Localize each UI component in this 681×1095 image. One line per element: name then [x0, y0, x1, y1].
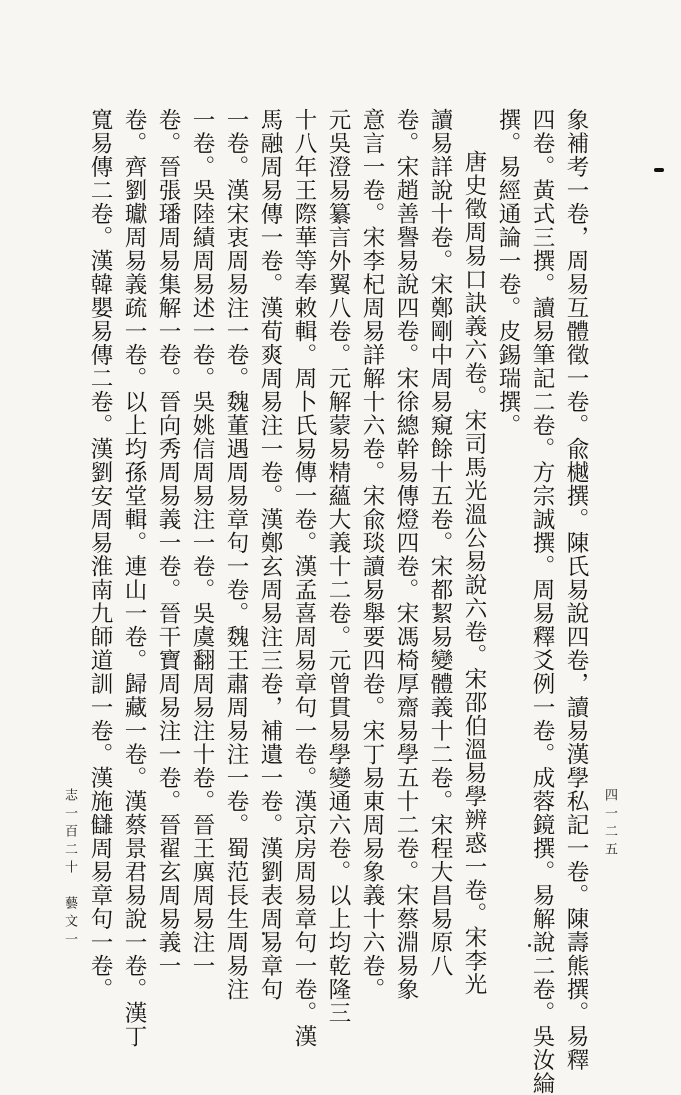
text-column-1: 象補考一卷，周易互體徵一卷。兪樾撰。陳氏易說四卷，讀易漢學私記一卷。陳壽熊撰。易釋	[563, 108, 589, 1072]
text-column-5: 讀易詳說十卷。宋鄭剛中周易窺餘十五卷。宋都絜易變體義十二卷。宋程大昌易原八	[427, 108, 453, 978]
text-column-6: 卷。宋趙善譽易說四卷。宋徐總幹易傳燈四卷。宋馮椅厚齋易學五十二卷。宋蔡淵易象	[393, 108, 419, 1001]
text-column-3: 撰。易經通論一卷。皮錫瑞撰。	[495, 108, 521, 437]
text-column-15: 寬易傳二卷。漢韓嬰易傳二卷。漢劉安周易淮南九師道訓一卷。漢施讎周易章句一卷。	[87, 108, 113, 1001]
text-column-8: 元吳澄易纂言外翼八卷。元解蒙易精蘊大義十二卷。元曾貫易學變通六卷。以上均乾隆三	[325, 108, 351, 1025]
text-column-2: 四卷。黃式三撰。讀易筆記二卷。方宗誠撰。周易釋爻例一卷。成蓉鏡撰。易解說二卷。吳汝綸	[529, 108, 555, 1095]
running-footer-section: 志一百二十 藝文一	[62, 788, 77, 950]
page-number: 四一二五	[602, 788, 617, 860]
text-column-9: 十八年王際華等奉敕輯。周卜氏易傳一卷。漢孟喜周易章句一卷。漢京房周易章句一卷。漢	[291, 108, 317, 1048]
text-column-13: 卷。晉張璠周易集解一卷。晉向秀周易義一卷。晉干寶周易注一卷。晉翟玄周易義一	[155, 108, 181, 978]
text-column-7: 意言一卷。宋李杞周易詳解十六卷。宋兪琰讀易舉要四卷。宋丁易東周易象義十六卷。	[359, 108, 385, 1001]
text-column-4: 唐史徵周易口訣義六卷。宋司馬光溫公易說六卷。宋邵伯溫易學辨惑一卷。宋李光	[461, 150, 487, 996]
text-column-11: 一卷。漢宋衷周易注一卷。魏董遇周易章句一卷。魏王肅周易注一卷。蜀范長生周易注	[223, 108, 249, 1001]
text-column-14: 卷。齊劉瓛周易義疏一卷。以上均孫堂輯。連山一卷。歸藏一卷。漢蔡景君易說一卷。漢丁	[121, 108, 147, 1048]
text-column-12: 一卷。吳陸績周易述一卷。吳姚信周易注一卷。吳虞翻周易注十卷。晉王廙周易注一	[189, 108, 215, 978]
margin-ink-mark	[654, 168, 664, 172]
text-column-10: 馬融周易傳一卷。漢荀爽周易注一卷。漢鄭玄周易注三卷，補遺一卷。漢劉表周易章句	[257, 108, 283, 1001]
